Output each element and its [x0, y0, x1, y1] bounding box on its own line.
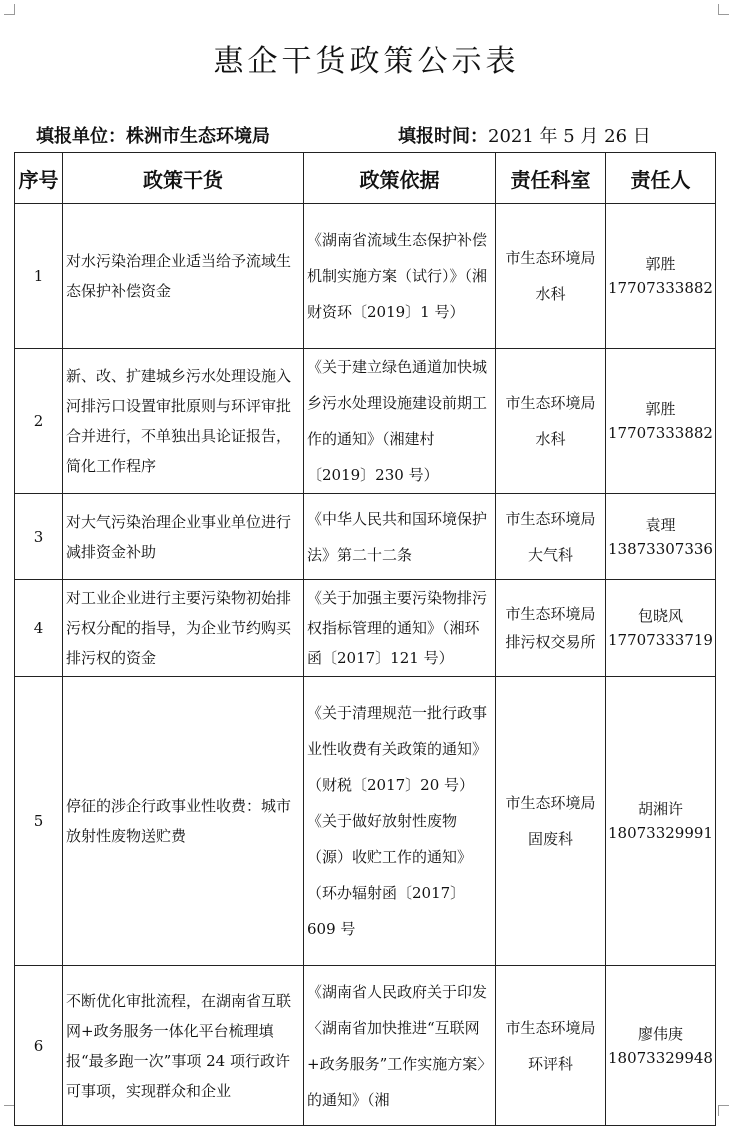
- header-department: 责任科室: [496, 153, 606, 204]
- department-section: 水科: [535, 285, 566, 303]
- person-phone: 17707333882: [608, 279, 713, 297]
- table-row: [15, 677, 716, 966]
- department-org: 市生态环境局: [505, 605, 596, 623]
- policy-basis-doc: 《中华人民共和国环境保护法》第二十二条: [307, 509, 488, 564]
- department-org: 市生态环境局: [505, 794, 596, 812]
- policy-basis-doc: 《湖南省流域生态保护补偿机制实施方案（试行）》（湘财资环〔2019〕1 号）: [307, 231, 488, 321]
- responsible-person: [606, 494, 716, 580]
- row-number: 6: [15, 966, 63, 1126]
- page-corner-mark: [718, 1105, 729, 1116]
- row-number: 2: [15, 349, 63, 494]
- department: [496, 494, 606, 580]
- reporting-unit-value: 株洲市生态环境局: [126, 126, 270, 147]
- policy-basis: [304, 966, 496, 1126]
- policy-basis: [304, 677, 496, 966]
- reporting-unit-label: 填报单位：: [36, 126, 126, 147]
- person-name: 袁理: [645, 515, 676, 534]
- table-row: [15, 966, 716, 1126]
- department-section: 大气科: [527, 545, 573, 564]
- department-section: 排污权交易所: [505, 633, 596, 651]
- person-name: 包晓风: [637, 607, 683, 625]
- department: [496, 580, 606, 677]
- policy-goods: 新、改、扩建城乡污水处理设施入河排污口设置审批原则与环评审批合并进行，不单独出具论证报告，简化工作程序: [63, 349, 304, 494]
- table-row: [15, 349, 716, 494]
- policy-basis-doc: 《关于做好放射性废物（源）收贮工作的通知》（环办辐射函〔2017〕609 号: [307, 812, 473, 938]
- department-org: 市生态环境局: [505, 394, 596, 412]
- department-section: 环评科: [527, 1054, 573, 1073]
- policy-goods: 不断优化审批流程，在湖南省互联网+政务服务一体化平台梳理填报“最多跑一次”事项 24 项行政许可事项，实现群众和企业: [63, 966, 304, 1126]
- department-section: 水科: [535, 430, 566, 448]
- page-corner-mark: [4, 4, 15, 15]
- department-org: 市生态环境局: [505, 509, 596, 528]
- document-title: 惠企干货政策公示表: [213, 44, 520, 79]
- person-name: 廖伟庚: [637, 1024, 683, 1043]
- person-name: 郭胜: [645, 400, 676, 418]
- policy-goods: 停征的涉企行政事业性收费：城市放射性废物送贮费: [63, 677, 304, 966]
- policy-basis: [304, 580, 496, 677]
- person-phone: 18073329991: [608, 824, 713, 842]
- row-number: 1: [15, 204, 63, 349]
- policy-basis-doc: 《关于建立绿色通道加快城乡污水处理设施建设前期工作的通知》（湘建村〔2019〕230 号）: [307, 358, 488, 484]
- responsible-person: [606, 966, 716, 1126]
- person-phone: 17707333882: [608, 424, 713, 442]
- policy-basis: [304, 349, 496, 494]
- policy-basis: [304, 494, 496, 580]
- responsible-person: [606, 349, 716, 494]
- header-seq: 序号: [15, 153, 63, 204]
- reporting-time-label: 填报时间：: [398, 126, 488, 147]
- reporting-time: [398, 122, 651, 148]
- person-name: 郭胜: [645, 255, 676, 273]
- person-name: 胡湘许: [637, 800, 683, 818]
- department: [496, 204, 606, 349]
- table-header-row: [15, 153, 716, 204]
- policy-table: [14, 152, 716, 1126]
- department-org: 市生态环境局: [505, 249, 596, 267]
- row-number: 3: [15, 494, 63, 580]
- policy-basis-doc: 《湖南省人民政府关于印发〈湖南省加快推进“互联网 +政务服务”工作实施方案〉的通知》（湘: [307, 982, 488, 1109]
- department: [496, 966, 606, 1126]
- department: [496, 349, 606, 494]
- department: [496, 677, 606, 966]
- row-number: 5: [15, 677, 63, 966]
- table-row: [15, 494, 716, 580]
- header-policy-goods: 政策干货: [63, 153, 304, 204]
- policy-basis-doc: 《关于清理规范一批行政事业性收费有关政策的通知》（财税〔2017〕20 号）: [307, 704, 488, 794]
- responsible-person: [606, 204, 716, 349]
- reporting-time-value: 2021 年 5 月 26 日: [488, 126, 651, 147]
- policy-basis: [304, 204, 496, 349]
- person-phone: 13873307336: [608, 539, 713, 558]
- policy-goods: 对工业企业进行主要污染物初始排污权分配的指导，为企业节约购买排污权的资金: [63, 580, 304, 677]
- policy-basis-doc: 《关于加强主要污染物排污权指标管理的通知》（湘环函〔2017〕121 号）: [307, 589, 488, 667]
- page-corner-mark: [718, 4, 729, 15]
- header-person: 责任人: [606, 153, 716, 204]
- responsible-person: [606, 580, 716, 677]
- table-row: [15, 204, 716, 349]
- responsible-person: [606, 677, 716, 966]
- row-number: 4: [15, 580, 63, 677]
- policy-goods: 对水污染治理企业适当给予流域生态保护补偿资金: [63, 204, 304, 349]
- policy-goods: 对大气污染治理企业事业单位进行减排资金补助: [63, 494, 304, 580]
- table-row: [15, 580, 716, 677]
- reporting-unit: [36, 122, 270, 148]
- person-phone: 18073329948: [608, 1048, 713, 1067]
- department-section: 固废科: [527, 830, 573, 848]
- department-org: 市生态环境局: [505, 1018, 596, 1037]
- person-phone: 17707333719: [608, 631, 713, 649]
- header-policy-basis: 政策依据: [304, 153, 496, 204]
